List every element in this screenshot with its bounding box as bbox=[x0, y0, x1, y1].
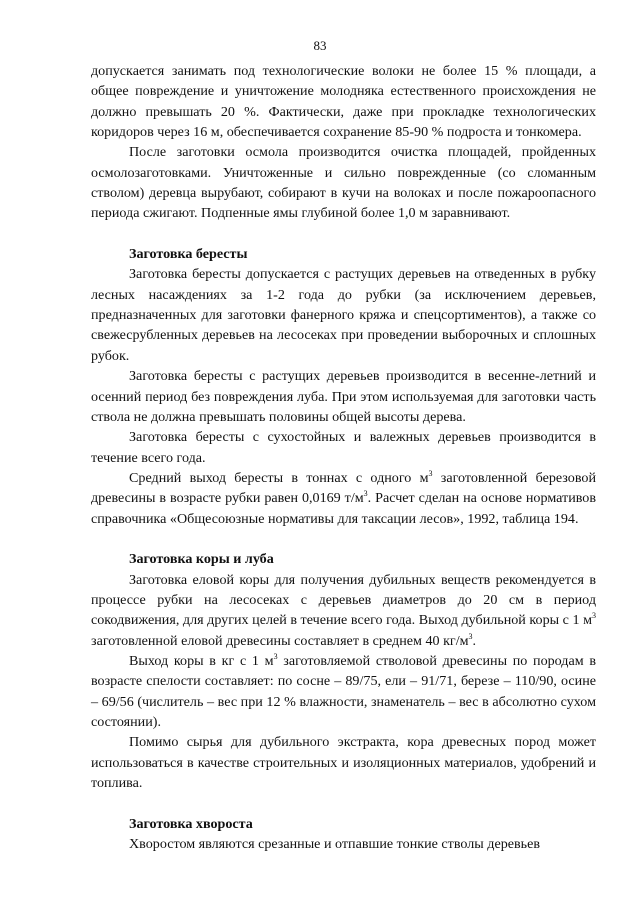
heading-brushwood: Заготовка хвороста bbox=[129, 815, 253, 832]
text-segment: . bbox=[472, 632, 477, 649]
superscript: 3 bbox=[468, 631, 473, 641]
paragraph-bark-uses: Помимо сырья для дубильного экстракта, кора древесных пород может использоваться в качестве строительных и изоляционных материалов, удобрений и топлива. bbox=[91, 734, 596, 792]
text-segment: Заготовка еловой коры для получения дубильных веществ рекомендуется в процессе рубки на лесосеках с деревьев диаметров до 20 см в период сокодвижения, для других целей в течение всего года. Выход дубильной коры с 1 м bbox=[91, 571, 596, 629]
superscript: 3 bbox=[363, 489, 368, 499]
paragraph-bark-yield-by-species bbox=[91, 651, 596, 732]
paragraph-birch-bark-yield bbox=[91, 468, 596, 529]
page-body bbox=[91, 61, 596, 854]
superscript: 3 bbox=[592, 611, 596, 621]
text-segment: заготовляемой стволовой древесины по породам в возрасте спелости составляет: по сосне – 89/75, ели – 91/71, березе – 110/90, осине – 69/56 (числитель – вес при 12 % влажности, знаменатель – вес в абсолютно сухом состоянии). bbox=[91, 652, 596, 730]
text-segment: заготовленной березовой древесины в возрасте рубки равен 0,0169 т/м bbox=[91, 469, 596, 507]
text-segment: Средний выход бересты в тоннах с одного м bbox=[129, 469, 429, 486]
paragraph-osmol-cleanup: После заготовки осмола производится очистка площадей, пройденных осмолозаготовками. Уничтоженные и сильно поврежденные (со сломанным стволом) деревца вырубают, собирают в кучи на волоках и после пожароопасного периода сжигают. Подпенные ямы глубиной более 1,0 м заравнивают. bbox=[91, 144, 596, 222]
paragraph-spruce-bark bbox=[91, 570, 596, 651]
spacer bbox=[91, 224, 596, 244]
paragraph-birch-bark-allowed: Заготовка бересты допускается с растущих деревьев на отведенных в рубку лесных насаждениях за 1-2 года до рубки (за исключением деревьев, предназначенных для заготовки фанерного кряжа и спецсортиментов), а также со свежесрубленных деревьев на лесосеках при проведении выборочных и сплошных рубок. bbox=[91, 266, 596, 364]
spacer bbox=[91, 529, 596, 549]
spacer bbox=[91, 793, 596, 813]
heading-bark-and-bast: Заготовка коры и луба bbox=[129, 551, 274, 568]
superscript: 3 bbox=[273, 651, 278, 661]
paragraph-birch-bark-season: Заготовка бересты с растущих деревьев производится в весенне-летний и осенний период без повреждения луба. При этом используемая для заготовки часть ствола не должна превышать половины общей высоты дерева. bbox=[91, 368, 596, 425]
paragraph-brushwood: Хворостом являются срезанные и отпавшие тонкие стволы деревьев bbox=[129, 836, 540, 853]
text-segment: заготовленной еловой древесины составляет в среднем 40 кг/м bbox=[91, 632, 469, 649]
text-segment: . Расчет сделан на основе нормативов справочника «Общесоюзные нормативы для таксации лесов», 1992, таблица 194. bbox=[91, 490, 596, 527]
paragraph-birch-bark-dead-trees: Заготовка бересты с сухостойных и валежных деревьев производится в течение всего года. bbox=[91, 429, 596, 466]
superscript: 3 bbox=[428, 468, 433, 478]
text-segment: Выход коры в кг с 1 м bbox=[129, 652, 274, 669]
paragraph-continuation: допускается занимать под технологические волоки не более 15 % площади, а общее повреждение и уничтожение молодняка естественного происхождения не должно превышать 20 %. Фактически, даже при прокладке технологических коридоров через 16 м, обеспечивается сохранение 85-90 % подроста и тонкомера. bbox=[91, 63, 596, 141]
page-number: 83 bbox=[313, 38, 327, 53]
heading-birch-bark: Заготовка бересты bbox=[129, 246, 248, 263]
